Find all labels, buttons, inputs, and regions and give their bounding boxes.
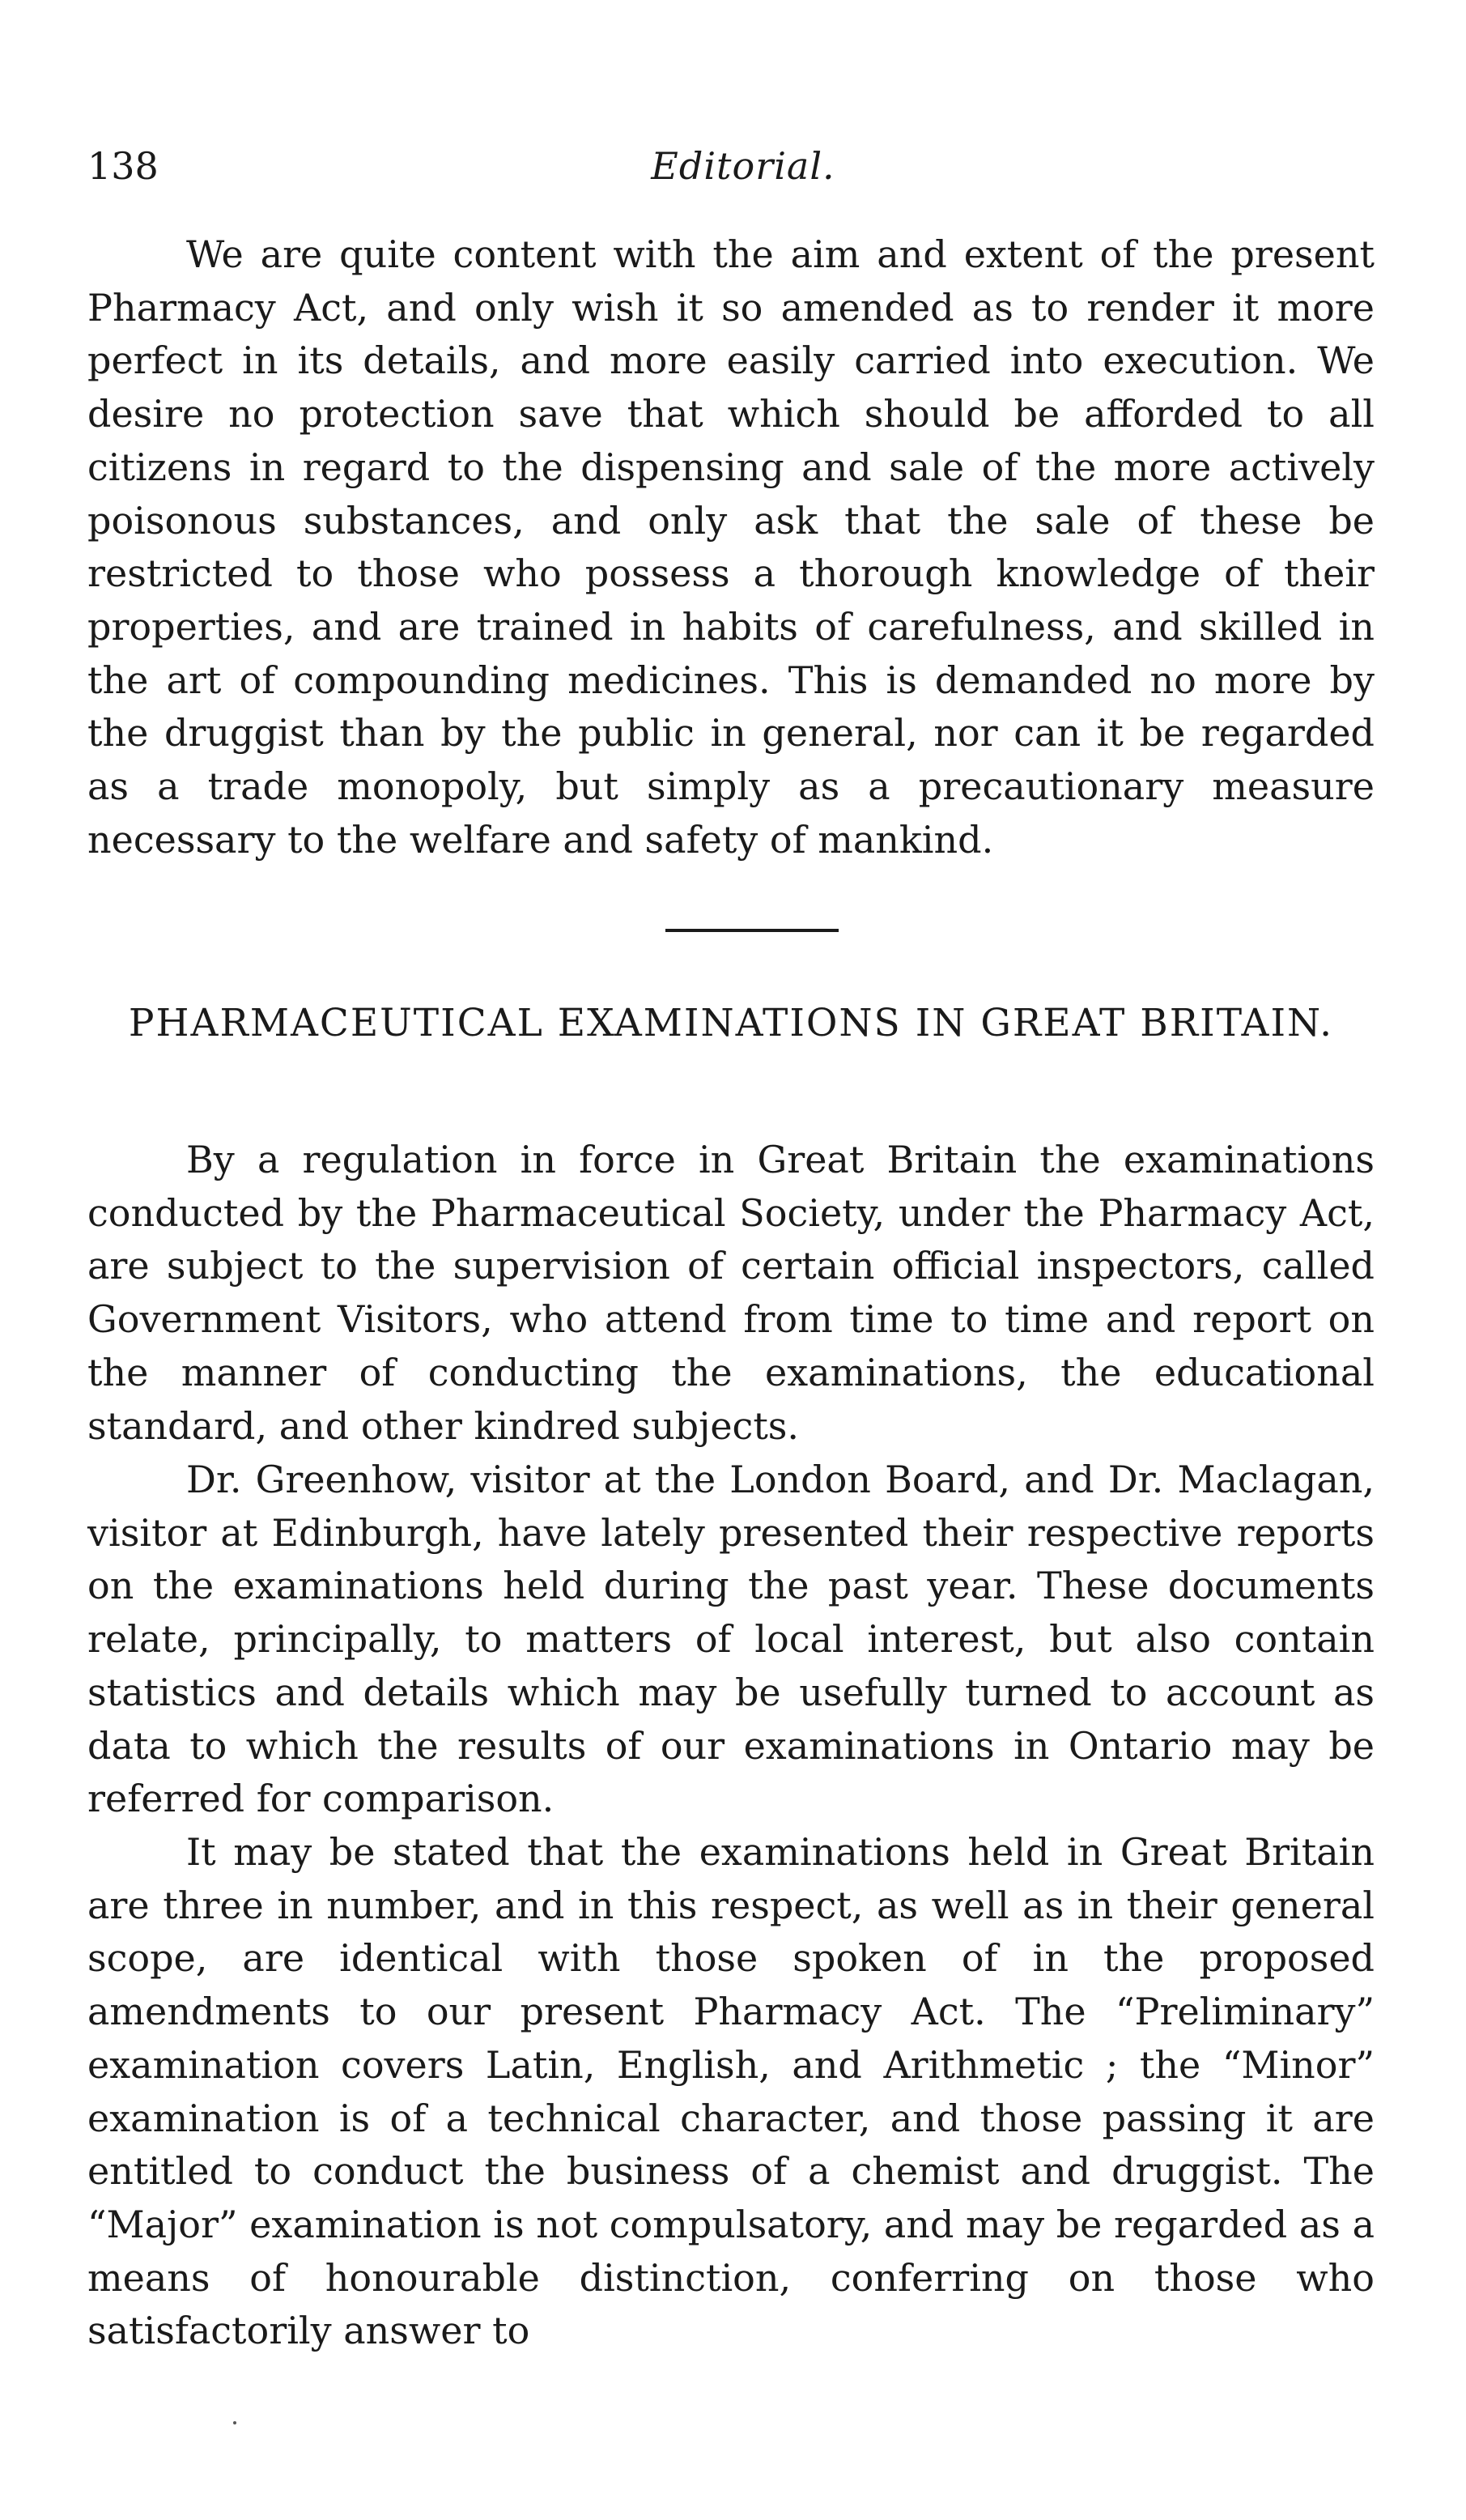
running-head: Editorial. [651, 144, 835, 188]
section-divider [665, 929, 839, 932]
body-paragraph: We are quite content with the aim and extent of the present Pharmacy Act, and only wish it so amended as to render it more perfect in its details, and more easily carried into execution. We desire no protection save that which should be afforded to all citizens in regard to the dispensing and sale of the more actively poisonous substances, and only ask that the sale of these be restricted to those who possess a thorough knowledge of their properties, and are trained in habits of carefulness, and skilled in the art of compounding medicines. This is demanded no more by the druggist than by the public in general, nor can it be regarded as a trade monopoly, but simply as a precautionary measure necessary to the welfare and safety of mankind. [87, 232, 1375, 862]
page-number: 138 [87, 144, 159, 188]
body-paragraph: Dr. Greenhow, visitor at the London Board, and Dr. Maclagan, visitor at Edinburgh, have lately presented their respective reports on the examinations held during the past year. These documents relate, principally, to matters of local interest, but also contain statistics and details which may be usefully turned to account as data to which the results of our examinations in Ontario may be referred for comparison. [87, 1458, 1375, 1821]
ink-speck [233, 2421, 236, 2424]
page-header [87, 144, 1383, 201]
body-paragraph: By a regulation in force in Great Britain the examinations conducted by the Pharmaceutical Society, under the Pharmacy Act, are subject to the supervision of certain official inspectors, called Government Visitors, who attend from time to time and report on the manner of conducting the examinations, the educational standard, and other kindred subjects. [87, 1138, 1375, 1448]
body-paragraph: It may be stated that the examinations held in Great Britain are three in number, and in this respect, as well as in their general scope, are identical with those spoken of in the proposed amendments to our present Pharmacy Act. The “Preliminary” examination covers Latin, English, and Arithmetic ; the “Minor” examination is of a technical character, and those passing it are entitled to conduct the business of a chemist and druggist. The “Major” examination is not compulsatory, and may be regarded as a means of honourable distinction, conferring on those who satisfactorily answer to [87, 1830, 1375, 2353]
section-heading: PHARMACEUTICAL EXAMINATIONS IN GREAT BRITAIN. [128, 1001, 1334, 1045]
